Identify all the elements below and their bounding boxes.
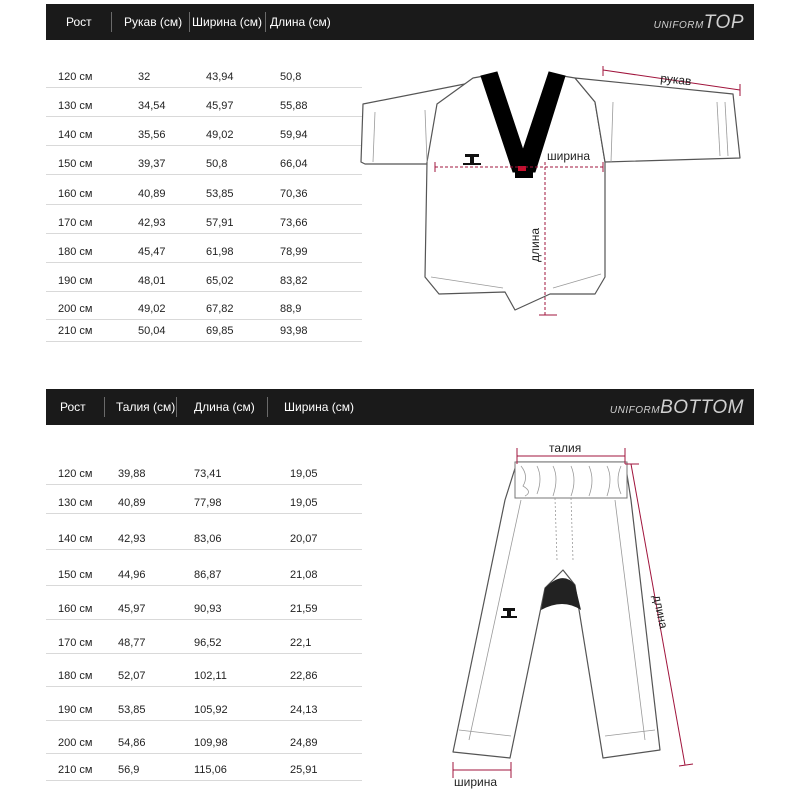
height-cell: 190 см <box>58 704 93 716</box>
value-cell: 24,89 <box>290 737 318 749</box>
header-sleeve: Рукав (см) <box>124 15 183 29</box>
table-row <box>46 460 362 485</box>
table-row <box>46 182 362 205</box>
value-cell: 65,02 <box>206 275 234 287</box>
header-height: Рост <box>60 400 86 414</box>
value-cell: 52,07 <box>118 670 146 682</box>
value-cell: 20,07 <box>290 533 318 545</box>
value-cell: 49,02 <box>206 129 234 141</box>
height-cell: 170 см <box>58 217 93 229</box>
table-row <box>46 696 362 721</box>
value-cell: 53,85 <box>118 704 146 716</box>
value-cell: 105,92 <box>194 704 228 716</box>
waist-label: талия <box>549 441 582 455</box>
value-cell: 35,56 <box>138 129 166 141</box>
height-cell: 170 см <box>58 637 93 649</box>
value-cell: 22,86 <box>290 670 318 682</box>
value-cell: 115,06 <box>194 764 227 776</box>
value-cell: 59,94 <box>280 129 308 141</box>
table-row <box>46 756 362 781</box>
table-row <box>46 561 362 586</box>
length-dimension-tick <box>679 764 693 766</box>
value-cell: 90,93 <box>194 603 222 615</box>
value-cell: 39,37 <box>138 158 166 170</box>
table-row <box>46 297 362 320</box>
table-row <box>46 629 362 654</box>
jacket-figure <box>355 62 750 327</box>
height-cell: 180 см <box>58 246 93 258</box>
value-cell: 56,9 <box>118 764 140 776</box>
height-cell: 120 см <box>58 468 93 480</box>
value-cell: 88,9 <box>280 303 302 315</box>
table-row <box>46 595 362 620</box>
header-divider <box>111 12 112 32</box>
header-length: Длина (см) <box>194 400 255 414</box>
value-cell: 73,41 <box>194 468 222 480</box>
value-cell: 57,91 <box>206 217 234 229</box>
height-cell: 200 см <box>58 303 93 315</box>
value-cell: 24,13 <box>290 704 318 716</box>
value-cell: 83,06 <box>194 533 222 545</box>
header-divider <box>104 397 105 417</box>
height-cell: 160 см <box>58 188 93 200</box>
table-row <box>46 94 362 117</box>
value-cell: 39,88 <box>118 468 146 480</box>
value-cell: 54,86 <box>118 737 146 749</box>
value-cell: 34,54 <box>138 100 166 112</box>
value-cell: 50,8 <box>206 158 228 170</box>
sleeve-label: рукав <box>659 71 693 89</box>
value-cell: 48,01 <box>138 275 166 287</box>
width-label: ширина <box>454 775 498 789</box>
header-width: Ширина (см) <box>284 400 354 414</box>
table-row <box>46 662 362 687</box>
value-cell: 49,02 <box>138 303 166 315</box>
brand-uniform-bottom: UNIFORMBOTTOM <box>609 397 744 418</box>
value-cell: 48,77 <box>118 637 146 649</box>
value-cell: 22,1 <box>290 637 312 649</box>
table-row <box>46 319 362 342</box>
value-cell: 55,88 <box>280 100 308 112</box>
table-row <box>46 729 362 754</box>
height-cell: 120 см <box>58 71 93 83</box>
header-length: Длина (см) <box>270 15 331 29</box>
height-cell: 140 см <box>58 533 93 545</box>
table-row <box>46 123 362 146</box>
table-row <box>46 211 362 234</box>
value-cell: 86,87 <box>194 569 222 581</box>
value-cell: 73,66 <box>280 217 308 229</box>
value-cell: 78,99 <box>280 246 308 258</box>
value-cell: 42,93 <box>118 533 146 545</box>
header-divider <box>265 12 266 32</box>
table-row <box>46 152 362 175</box>
header-height: Рост <box>66 15 92 29</box>
table-row <box>46 525 362 550</box>
value-cell: 45,47 <box>138 246 166 258</box>
header-divider <box>267 397 268 417</box>
height-cell: 130 см <box>58 497 93 509</box>
height-cell: 210 см <box>58 764 93 776</box>
value-cell: 109,98 <box>194 737 228 749</box>
value-cell: 70,36 <box>280 188 308 200</box>
value-cell: 93,98 <box>280 325 308 337</box>
length-label: длина <box>650 593 671 630</box>
jacket-body <box>425 74 605 310</box>
value-cell: 21,08 <box>290 569 318 581</box>
table-row <box>46 489 362 514</box>
top-table-header <box>46 4 754 40</box>
width-label: ширина <box>547 149 591 163</box>
height-cell: 200 см <box>58 737 93 749</box>
value-cell: 69,85 <box>206 325 234 337</box>
value-cell: 44,96 <box>118 569 146 581</box>
value-cell: 45,97 <box>206 100 234 112</box>
header-width: Ширина (см) <box>192 15 262 29</box>
length-label: длина <box>528 227 542 262</box>
height-cell: 210 см <box>58 325 93 337</box>
value-cell: 25,91 <box>290 764 318 776</box>
height-cell: 140 см <box>58 129 93 141</box>
value-cell: 102,11 <box>194 670 227 682</box>
value-cell: 66,04 <box>280 158 308 170</box>
value-cell: 21,59 <box>290 603 318 615</box>
value-cell: 50,04 <box>138 325 166 337</box>
value-cell: 19,05 <box>290 497 318 509</box>
table-row <box>46 240 362 263</box>
height-cell: 180 см <box>58 670 93 682</box>
value-cell: 40,89 <box>118 497 146 509</box>
bottom-table-header <box>46 389 754 425</box>
value-cell: 45,97 <box>118 603 146 615</box>
table-row <box>46 269 362 292</box>
header-divider <box>176 397 177 417</box>
value-cell: 42,93 <box>138 217 166 229</box>
brand-uniform-top: UNIFORMTOP <box>653 12 744 33</box>
height-cell: 190 см <box>58 275 93 287</box>
header-divider <box>189 12 190 32</box>
table-row <box>46 65 362 88</box>
value-cell: 67,82 <box>206 303 234 315</box>
value-cell: 96,52 <box>194 637 222 649</box>
value-cell: 83,82 <box>280 275 308 287</box>
value-cell: 19,05 <box>290 468 318 480</box>
height-cell: 160 см <box>58 603 93 615</box>
value-cell: 77,98 <box>194 497 222 509</box>
height-cell: 150 см <box>58 158 93 170</box>
height-cell: 130 см <box>58 100 93 112</box>
pants-figure <box>425 440 700 795</box>
value-cell: 50,8 <box>280 71 302 83</box>
header-waist: Талия (см) <box>116 400 176 414</box>
value-cell: 32 <box>138 71 151 83</box>
value-cell: 43,94 <box>206 71 234 83</box>
value-cell: 61,98 <box>206 246 234 258</box>
value-cell: 53,85 <box>206 188 234 200</box>
height-cell: 150 см <box>58 569 93 581</box>
value-cell: 40,89 <box>138 188 166 200</box>
